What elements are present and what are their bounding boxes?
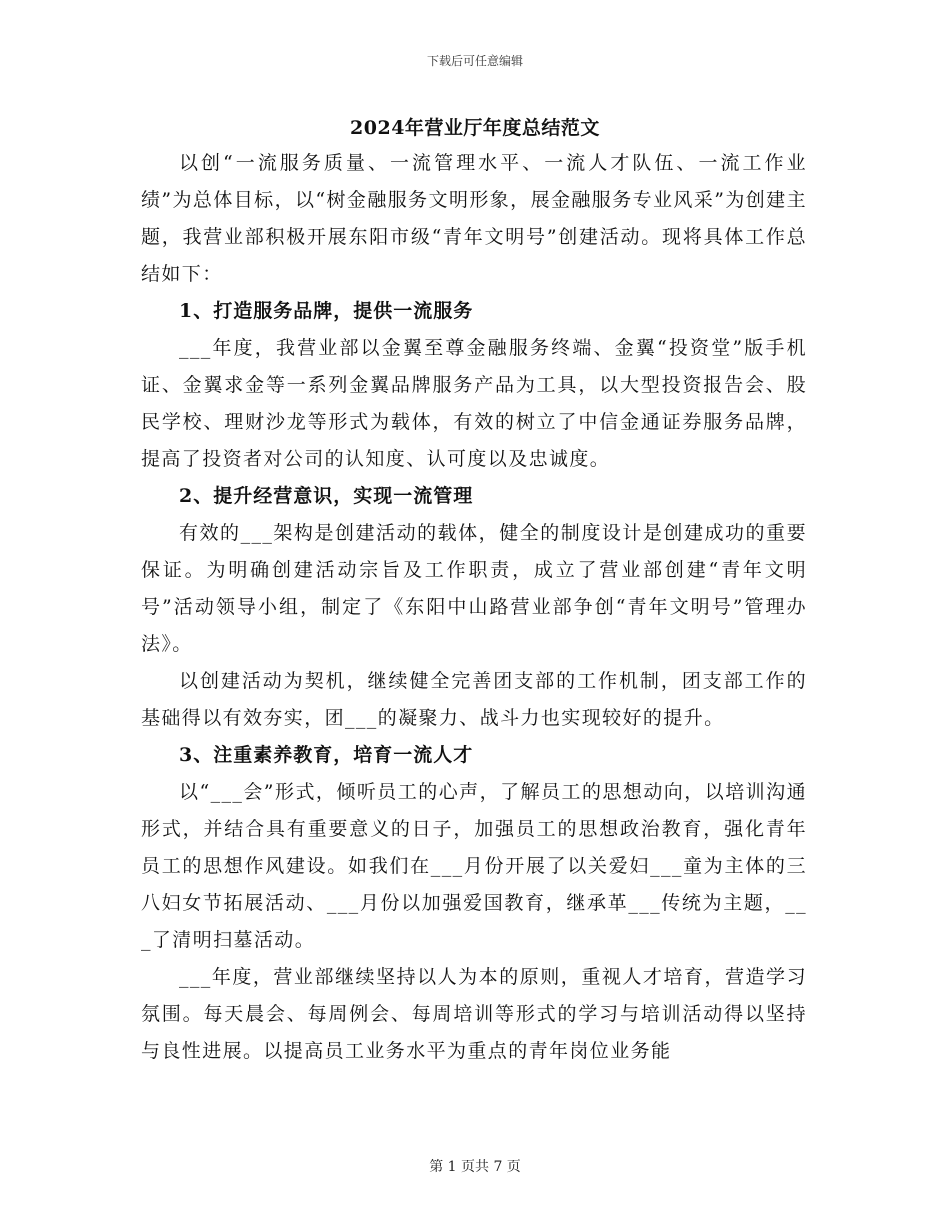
page-number: 第 1 页共 7 页 — [429, 1159, 521, 1175]
document-body — [141, 145, 807, 1070]
paragraph-section-3b: ___年度，营业部继续坚持以人为本的原则，重视人才培育，营造学习氛围。每天晨会、每周例会、每周培训等形式的学习与培训活动得以坚持与良性进展。以提高员工业务水平为重点的青年岗位业务能 — [141, 966, 807, 1062]
section-heading-3: 3、注重素养教育，培育一流人才 — [179, 744, 474, 766]
paragraph-section-2b: 以创建活动为契机，继续健全完善团支部的工作机制，团支部工作的基础得以有效夯实，团___的凝聚力、战斗力也实现较好的提升。 — [141, 670, 807, 729]
paragraph-intro: 以创“一流服务质量、一流管理水平、一流人才队伍、一流工作业绩”为总体目标，以“树金融服务文明形象，展金融服务专业风采”为创建主题，我营业部积极开展东阳市级“青年文明号”创建活动。现将具体工作总结如下： — [141, 152, 807, 285]
paragraph-section-3a: 以“___会”形式，倾听员工的心声，了解员工的思想动向，以培训沟通形式，并结合具有重要意义的日子，加强员工的思想政治教育，强化青年员工的思想作风建设。如我们在___月份开展了以关爱妇___童为主体的三八妇女节拓展活动、___月份以加强爱国教育，继承革___传统为主题，___了清明扫墓活动。 — [141, 781, 807, 951]
paragraph-section-1: ___年度，我营业部以金翼至尊金融服务终端、金翼“投资堂”版手机证、金翼求金等一系列金翼品牌服务产品为工具，以大型投资报告会、股民学校、理财沙龙等形式为载体，有效的树立了中信金通证券服务品牌，提高了投资者对公司的认知度、认可度以及忠诚度。 — [141, 337, 807, 470]
page-header-note: 下载后可任意编辑 — [426, 54, 523, 68]
section-heading-1: 1、打造服务品牌，提供一流服务 — [179, 300, 474, 322]
section-heading-2: 2、提升经营意识，实现一流管理 — [179, 485, 474, 507]
document-title: 2024年营业厅年度总结范文 — [350, 117, 600, 139]
paragraph-section-2a: 有效的___架构是创建活动的载体，健全的制度设计是创建成功的重要保证。为明确创建活动宗旨及工作职责，成立了营业部创建“青年文明号”活动领导小组，制定了《东阳中山路营业部争创“青年文明号”管理办法》。 — [141, 522, 807, 655]
